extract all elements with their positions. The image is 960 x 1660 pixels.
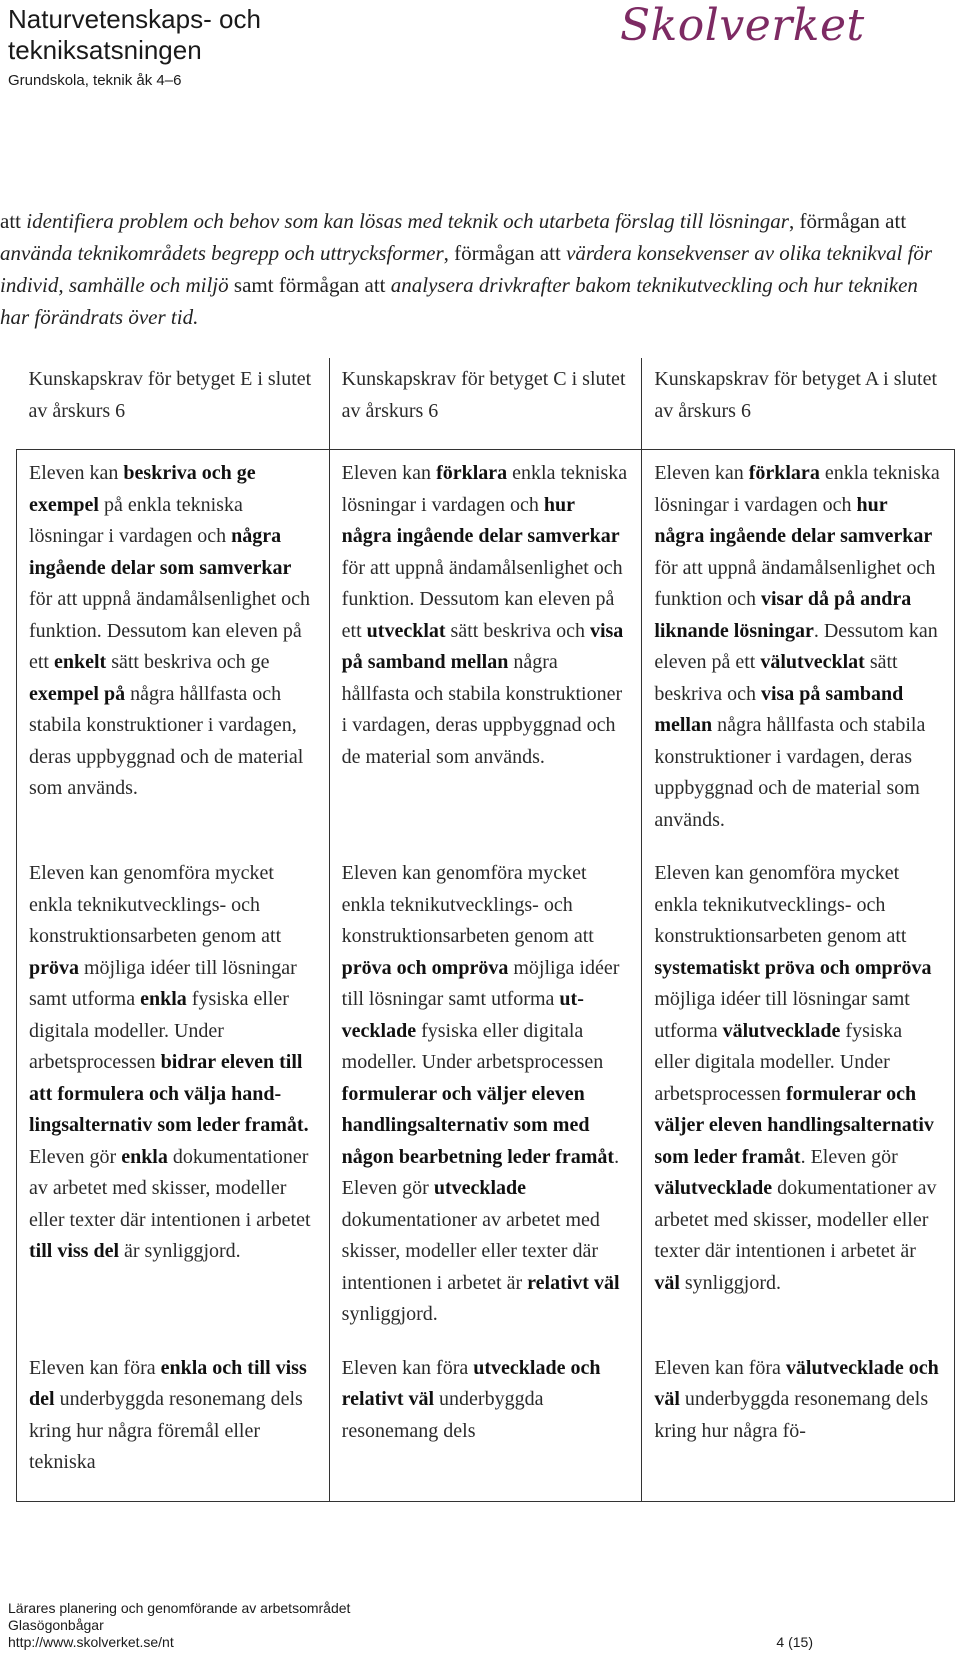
emphasized-text: exempel på <box>29 682 126 705</box>
emphasized-text: välutvecklat <box>760 651 865 673</box>
intro-italic: använda teknikområdets begrepp och uttrycksformer <box>0 241 444 265</box>
body-text: sätt beskriva och ge <box>106 651 270 673</box>
emphasized-text: välutvecklade <box>722 1019 841 1042</box>
cell-grade-a-3 <box>642 1353 955 1502</box>
body-text: Eleven kan föra <box>654 1356 786 1379</box>
intro-text: samt förmågan att <box>228 273 391 297</box>
intro-text: , förmågan att <box>443 241 567 265</box>
body-text: för att uppnå ändamålsenlighet och funktion. Dessutom kan eleven på ett <box>341 556 623 642</box>
body-text: Eleven gör <box>29 1145 122 1168</box>
paragraph <box>29 458 317 805</box>
emphasized-text: bidrar eleven till att formulera och välja handlingsalternativ som leder framåt. <box>29 1051 309 1136</box>
body-text: på enkla tekniska lösningar i vardagen och <box>29 493 243 547</box>
body-text: Eleven kan genomföra mycket enkla teknikutvecklings- och konstruktionsarbeten genom att <box>341 862 594 947</box>
body-text: Eleven kan föra <box>29 1356 161 1379</box>
paragraph <box>654 858 942 1299</box>
emphasized-text: enkla och till viss del <box>29 1356 307 1410</box>
intro-paragraph <box>0 205 950 333</box>
emphasized-text: utvecklade <box>433 1177 527 1199</box>
body-text: Eleven kan <box>654 462 749 484</box>
emphasized-text: visar då på andra liknande lösningar <box>654 588 912 642</box>
emphasized-text: till viss del <box>29 1240 120 1262</box>
paragraph <box>654 1353 942 1448</box>
emphasized-text: hur några ingående delar samverkar <box>341 493 620 547</box>
body-text: enkla tekniska lösningar i vardagen och <box>341 462 628 516</box>
body-text: Eleven kan <box>29 462 124 484</box>
body-text: sätt beskriva och <box>654 651 898 705</box>
body-text: för att uppnå ändamålsenlighet och funktion och <box>654 556 936 610</box>
emphasized-text: hur några ingående delar samverkar <box>654 493 933 547</box>
emphasized-text: utvecklat <box>366 619 446 642</box>
body-text: Eleven kan genomföra mycket enkla teknikutvecklings- och konstruktionsarbeten genom att <box>29 862 282 947</box>
body-text: . Eleven gör <box>800 1145 898 1168</box>
body-text: Eleven kan föra <box>341 1356 474 1379</box>
body-text: några hållfasta och stabila konstruktioner i vardagen, deras uppbyggnad och de material som används. <box>654 714 926 831</box>
emphasized-text: väl <box>654 1271 680 1294</box>
paragraph <box>342 858 630 1331</box>
body-text: . Dessutom kan eleven på ett <box>654 619 938 673</box>
intro-italic: analysera drivkrafter bakom teknikutveckling och hur tekniken har förändrats över tid. <box>0 273 918 329</box>
emphasized-text: pröva <box>29 956 79 979</box>
body-text: några hållfasta och stabila konstruktioner i vardagen, deras uppbyggnad och de material som används. <box>341 651 623 768</box>
body-text: möjliga idéer till lösningar samt utforma <box>654 988 910 1042</box>
emphasized-text: förklara <box>436 462 508 484</box>
body-text: underbyggda resonemang dels <box>341 1388 544 1442</box>
body-text: möjliga idéer till lösningar samt utforma <box>341 956 620 1010</box>
emphasized-text: visa på samband mellan <box>341 619 624 673</box>
emphasized-text: utvecklade och relativt väl <box>341 1356 601 1410</box>
emphasized-text: pröva och ompröva <box>341 956 509 979</box>
cell-grade-c-2 <box>329 858 642 1353</box>
paragraph <box>342 458 630 773</box>
cell-grade-e-2 <box>17 858 330 1353</box>
emphasized-text: utvecklade <box>341 988 584 1042</box>
footer-line-2: Glasögonbågar <box>8 1617 104 1633</box>
emphasized-text: välutvecklade och väl <box>654 1356 939 1410</box>
intro-italic: identifiera problem och behov som kan lösas med teknik och utarbeta förslag till lösningar <box>26 209 789 233</box>
paragraph <box>29 1353 317 1479</box>
document-subtitle: Grundskola, teknik åk 4–6 <box>8 72 182 89</box>
body-text: dokumentationer av arbetet med skisser, modeller eller texter där intentionen i arbetet är <box>654 1177 937 1262</box>
knowledge-requirements-table <box>16 358 955 1502</box>
header-grade-c: Kunskapskrav för betyget C i slutet av årskurs 6 <box>329 358 642 450</box>
body-text: Eleven kan genomföra mycket enkla teknikutvecklings- och konstruktionsarbeten genom att <box>654 862 907 947</box>
footer-url[interactable]: http://www.skolverket.se/nt <box>8 1634 174 1650</box>
body-text: dokumentationer av arbetet med skisser, modeller eller texter där intentionen i arbetet är <box>341 1208 600 1294</box>
body-text: Eleven kan <box>341 462 437 484</box>
footer-line-1: Lärares planering och genomförande av arbetsområdet <box>8 1600 351 1616</box>
body-text: möjliga idéer till lösningar samt utforma <box>29 956 297 1010</box>
body-text: fysiska eller digitala modeller. Under arbetsprocessen <box>341 1019 604 1073</box>
intro-text: , förmågan att <box>788 209 907 233</box>
body-text: . Eleven gör <box>341 1145 620 1199</box>
cell-grade-c-1 <box>329 450 642 859</box>
cell-grade-c-3 <box>329 1353 642 1502</box>
body-text: fysiska eller digitala modeller. Under arbetsprocessen <box>654 1019 903 1105</box>
body-text: sätt beskriva och <box>445 619 590 642</box>
body-text: enkla tekniska lösningar i vardagen och <box>654 462 940 516</box>
emphasized-text: enkla <box>121 1145 168 1168</box>
body-text: dokumentationer av arbetet med skisser, modeller eller texter där intentionen i arbetet <box>29 1145 311 1231</box>
cell-grade-e-3 <box>17 1353 330 1502</box>
skolverket-logo: Skolverket <box>620 0 865 51</box>
body-text: fysiska eller digitala modeller. Under arbetsprocessen <box>29 988 289 1073</box>
header-grade-e: Kunskapskrav för betyget E i slutet av årskurs 6 <box>17 358 330 450</box>
page-number: 4 (15) <box>776 1634 813 1650</box>
body-text: är synliggjord. <box>119 1240 241 1262</box>
emphasized-text: enkelt <box>54 651 107 673</box>
body-text: för att uppnå ändamålsenlighet och funktion. Dessutom kan eleven på ett <box>29 588 311 673</box>
cell-grade-a-2 <box>642 858 955 1353</box>
emphasized-text: formulerar och väljer eleven handlingsalternativ som leder framåt <box>654 1082 934 1168</box>
emphasized-text: förklara <box>748 462 820 484</box>
paragraph <box>342 1353 630 1448</box>
emphasized-text: några ingående delar som samverkar <box>29 525 292 579</box>
intro-italic: värdera konsekvenser av olika teknikval för individ, samhälle och miljö <box>0 241 933 297</box>
cell-grade-e-1 <box>17 450 330 859</box>
paragraph <box>29 858 317 1268</box>
page-footer <box>8 1600 953 1651</box>
body-text: synliggjord. <box>341 1303 438 1325</box>
header-grade-a: Kunskapskrav för betyget A i slutet av årskurs 6 <box>654 368 938 422</box>
emphasized-text: systematiskt pröva och ompröva <box>654 956 932 979</box>
paragraph <box>654 458 942 836</box>
emphasized-text: relativt väl <box>527 1271 620 1294</box>
document-title: Naturvetenskaps- och tekniksatsningen <box>8 4 261 65</box>
body-text: synliggjord. <box>679 1271 781 1294</box>
body-text: några hållfasta och stabila konstruktioner i vardagen, deras uppbyggnad och de material som används. <box>29 682 304 799</box>
body-text: underbyggda resonemang dels kring hur några föremål eller tekniska <box>29 1388 303 1473</box>
emphasized-text: visa på samband mellan <box>654 682 904 736</box>
emphasized-text: välutvecklade <box>654 1177 773 1199</box>
emphasized-text: enkla <box>140 988 187 1010</box>
emphasized-text: beskriva och ge exempel <box>29 462 256 516</box>
emphasized-text: formulerar och väljer eleven handlingsalternativ som med någon bearbetning leder framåt <box>341 1082 615 1168</box>
intro-text: att <box>0 209 27 233</box>
body-text: underbyggda resonemang dels kring hur några fö- <box>654 1388 929 1442</box>
cell-grade-a-1 <box>642 450 955 859</box>
